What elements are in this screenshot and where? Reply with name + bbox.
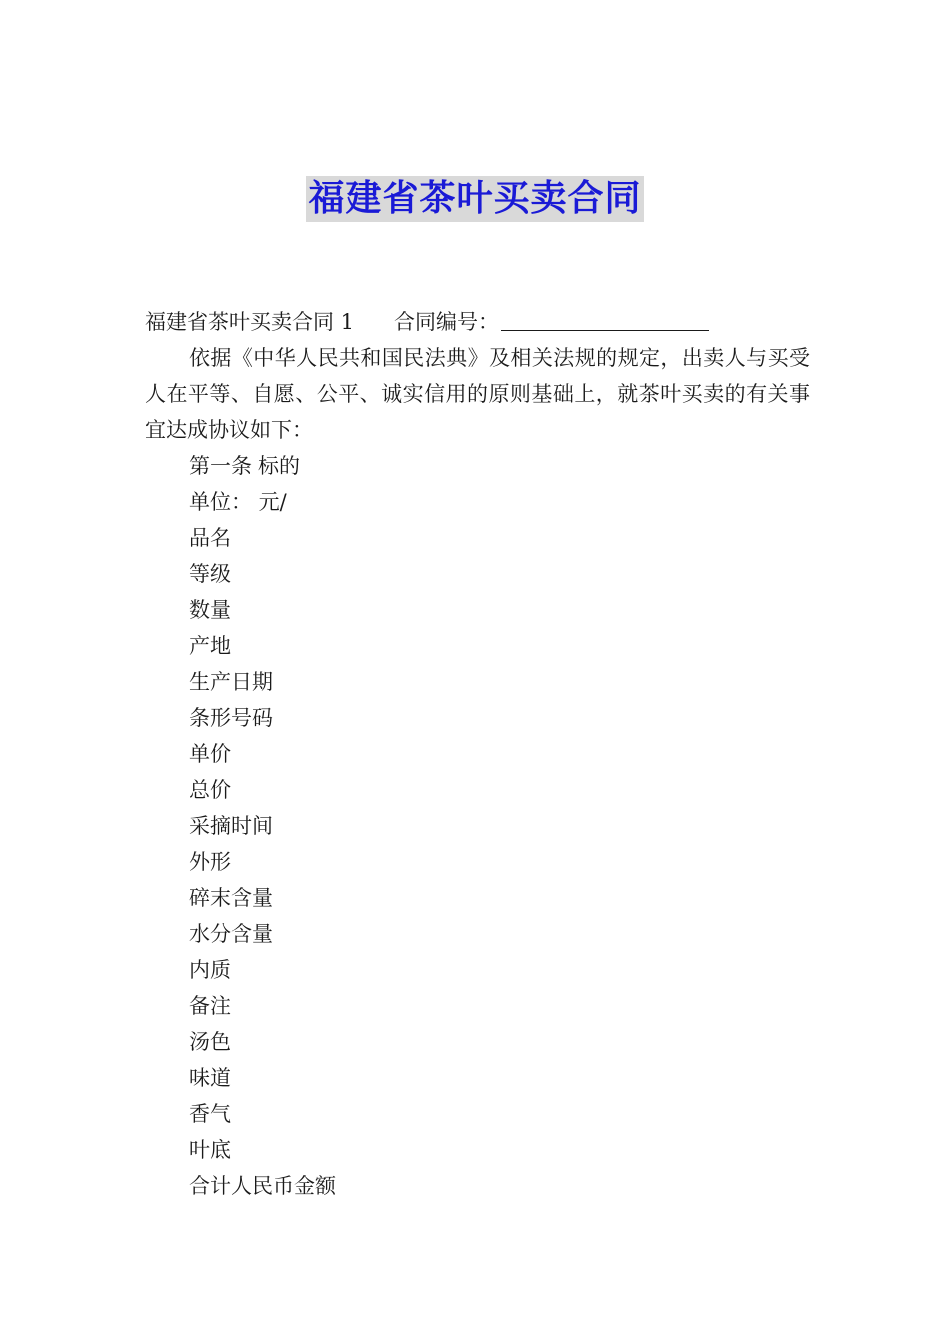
article-heading xyxy=(145,448,810,484)
field-item: 汤色 xyxy=(189,1030,231,1054)
article-name: 标的 xyxy=(258,454,300,478)
intro-paragraph: 依据《中华人民共和国民法典》及相关法规的规定，出卖人与买受人在平等、自愿、公平、诚实信用的原则基础上，就茶叶买卖的有关事宜达成协议如下： xyxy=(145,346,810,442)
field-item: 外形 xyxy=(189,850,231,874)
contract-number-label: 合同编号： xyxy=(394,310,500,334)
field-item: 内质 xyxy=(189,958,231,982)
field-list xyxy=(145,520,810,1204)
field-item: 合计人民币金额 xyxy=(189,1174,336,1198)
field-item: 香气 xyxy=(189,1102,231,1126)
title-container xyxy=(0,176,950,222)
field-item: 采摘时间 xyxy=(189,814,273,838)
unit-line: 单位： 元/ xyxy=(189,490,287,514)
field-item: 水分含量 xyxy=(189,922,273,946)
document-title: 福建省茶叶买卖合同 xyxy=(306,176,643,222)
field-item: 叶底 xyxy=(189,1138,231,1162)
field-item: 单价 xyxy=(189,742,231,766)
field-item: 品名 xyxy=(189,526,231,550)
contract-name: 福建省茶叶买卖合同 1 xyxy=(145,310,355,334)
field-item: 条形号码 xyxy=(189,706,273,730)
contract-number-blank xyxy=(501,306,709,331)
field-item: 总价 xyxy=(189,778,231,802)
header-line xyxy=(145,304,810,340)
field-item: 等级 xyxy=(189,562,231,586)
field-item: 味道 xyxy=(189,1066,231,1090)
field-item: 产地 xyxy=(189,634,231,658)
field-item: 数量 xyxy=(189,598,231,622)
field-item: 碎末含量 xyxy=(189,886,273,910)
article-number: 第一条 xyxy=(189,454,252,478)
document-body xyxy=(145,304,810,1204)
field-item: 备注 xyxy=(189,994,231,1018)
field-item: 生产日期 xyxy=(189,670,273,694)
